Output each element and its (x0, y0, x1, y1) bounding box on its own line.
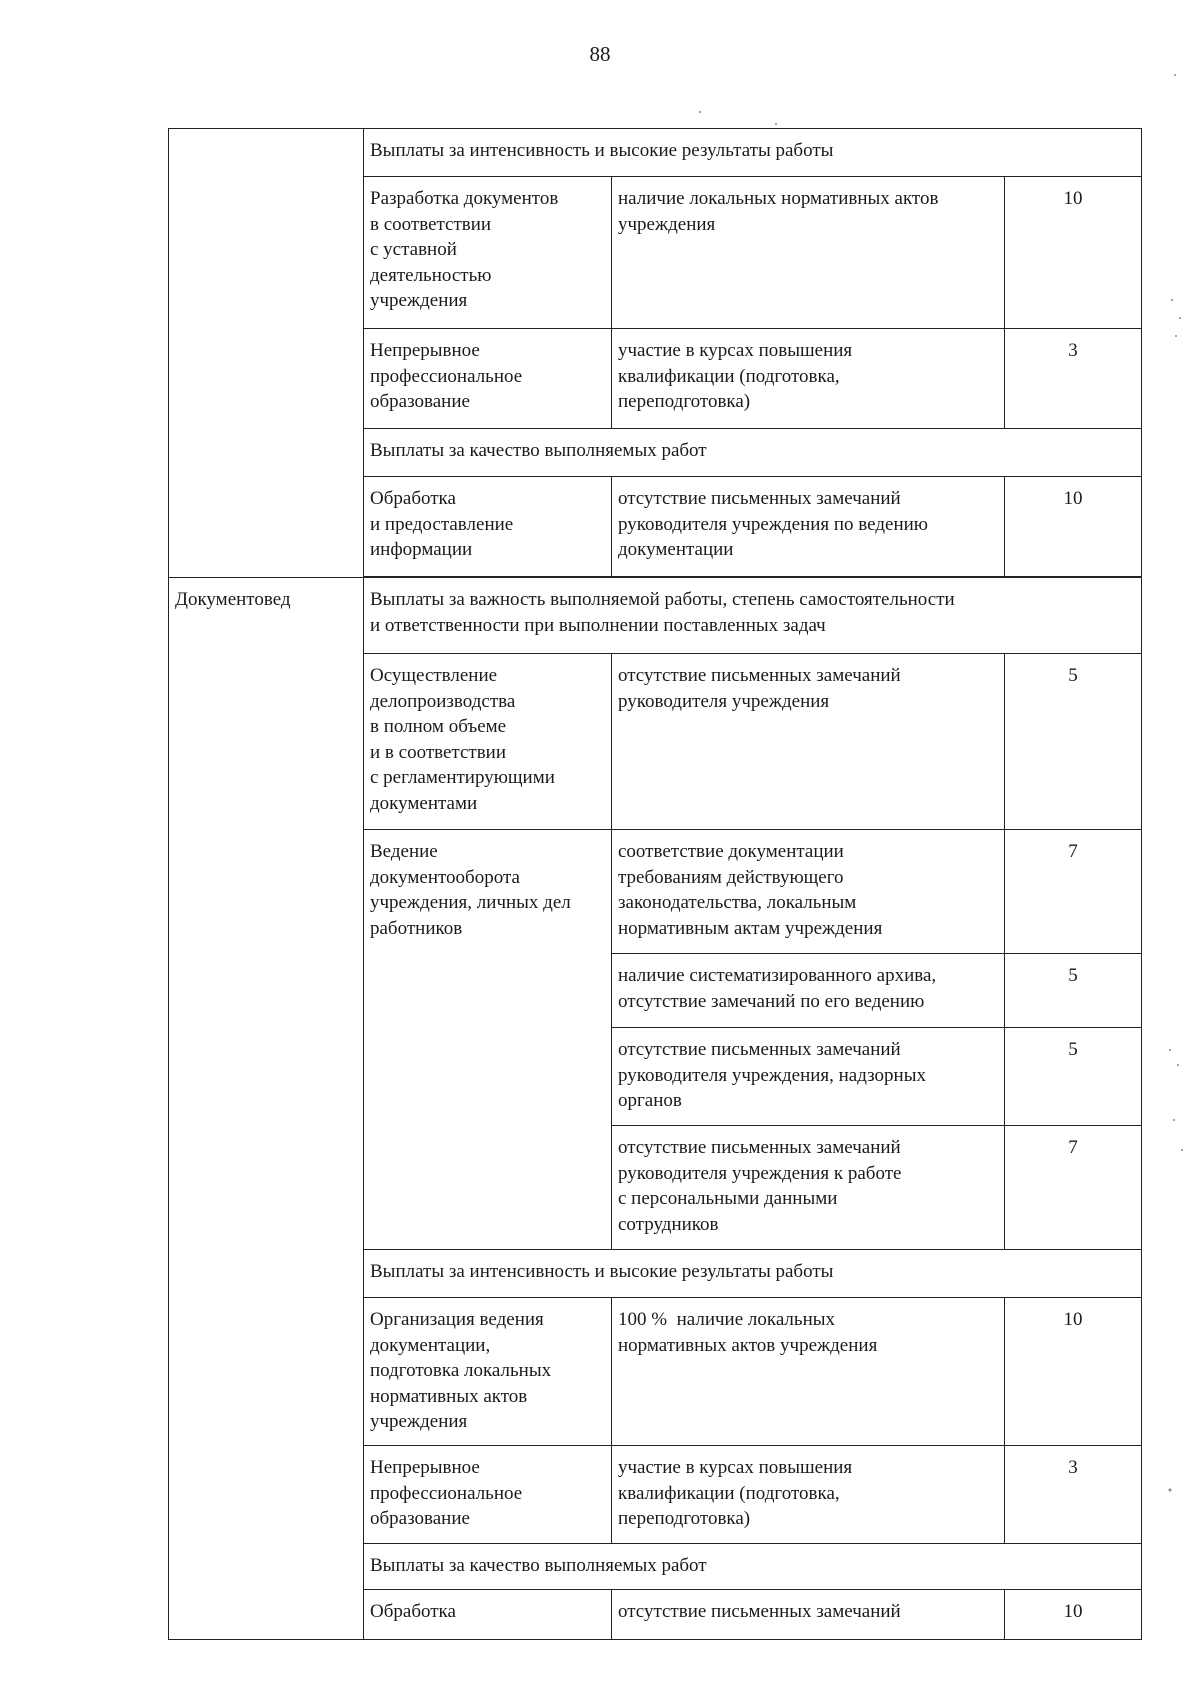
points-cell: 10 (1005, 1590, 1142, 1640)
indicator-cell: участие в курсах повышения квалификации (подготовка, переподготовка) (612, 329, 1005, 429)
points-cell: 5 (1005, 954, 1142, 1028)
indicator-cell: отсутствие письменных замечаний руководителя учреждения к работе с персональными данными сотрудников (612, 1126, 1005, 1250)
criteria-table (168, 128, 1142, 1640)
criterion-cell: Непрерывное профессиональное образование (364, 1446, 612, 1544)
indicator-cell: 100 % наличие локальных нормативных актов учреждения (612, 1298, 1005, 1446)
criterion-cell: Обработка и предоставление информации (364, 477, 612, 577)
indicator-cell: участие в курсах повышения квалификации (подготовка, переподготовка) (612, 1446, 1005, 1544)
indicator-cell: отсутствие письменных замечаний (612, 1590, 1005, 1640)
points-cell: 10 (1005, 177, 1142, 329)
section-heading: Выплаты за качество выполняемых работ (364, 1544, 1142, 1590)
criterion-cell: Ведение документооборота учреждения, личных дел работников (364, 830, 612, 1250)
section-heading: Выплаты за важность выполняемой работы, степень самостоятельности и ответственности при выполнении поставленных задач (364, 578, 1142, 654)
points-cell: 3 (1005, 1446, 1142, 1544)
criterion-cell: Разработка документов в соответствии с уставной деятельностью учреждения (364, 177, 612, 329)
points-cell: 7 (1005, 830, 1142, 954)
position-cell: Документовед (169, 578, 364, 1640)
criterion-cell: Организация ведения документации, подготовка локальных нормативных актов учреждения (364, 1298, 612, 1446)
section-heading: Выплаты за качество выполняемых работ (364, 429, 1142, 477)
points-cell: 10 (1005, 1298, 1142, 1446)
points-cell: 5 (1005, 654, 1142, 830)
points-cell: 7 (1005, 1126, 1142, 1250)
page-number: 88 (589, 42, 611, 66)
criterion-cell: Осуществление делопроизводства в полном объеме и в соответствии с регламентирующими документами (364, 654, 612, 830)
indicator-cell: наличие систематизированного архива, отсутствие замечаний по его ведению (612, 954, 1005, 1028)
points-cell: 10 (1005, 477, 1142, 577)
position-cell-previous (169, 129, 364, 578)
indicator-cell: отсутствие письменных замечаний руководителя учреждения (612, 654, 1005, 830)
criterion-cell: Непрерывное профессиональное образование (364, 329, 612, 429)
section-heading: Выплаты за интенсивность и высокие результаты работы (364, 1250, 1142, 1298)
indicator-cell: отсутствие письменных замечаний руководителя учреждения по ведению документации (612, 477, 1005, 577)
indicator-cell: соответствие документации требованиям действующего законодательства, локальным нормативным актам учреждения (612, 830, 1005, 954)
points-cell: 5 (1005, 1028, 1142, 1126)
points-cell: 3 (1005, 329, 1142, 429)
section-heading: Выплаты за интенсивность и высокие результаты работы (364, 129, 1142, 177)
criterion-cell: Обработка (364, 1590, 612, 1640)
indicator-cell: отсутствие письменных замечаний руководителя учреждения, надзорных органов (612, 1028, 1005, 1126)
indicator-cell: наличие локальных нормативных актов учреждения (612, 177, 1005, 329)
